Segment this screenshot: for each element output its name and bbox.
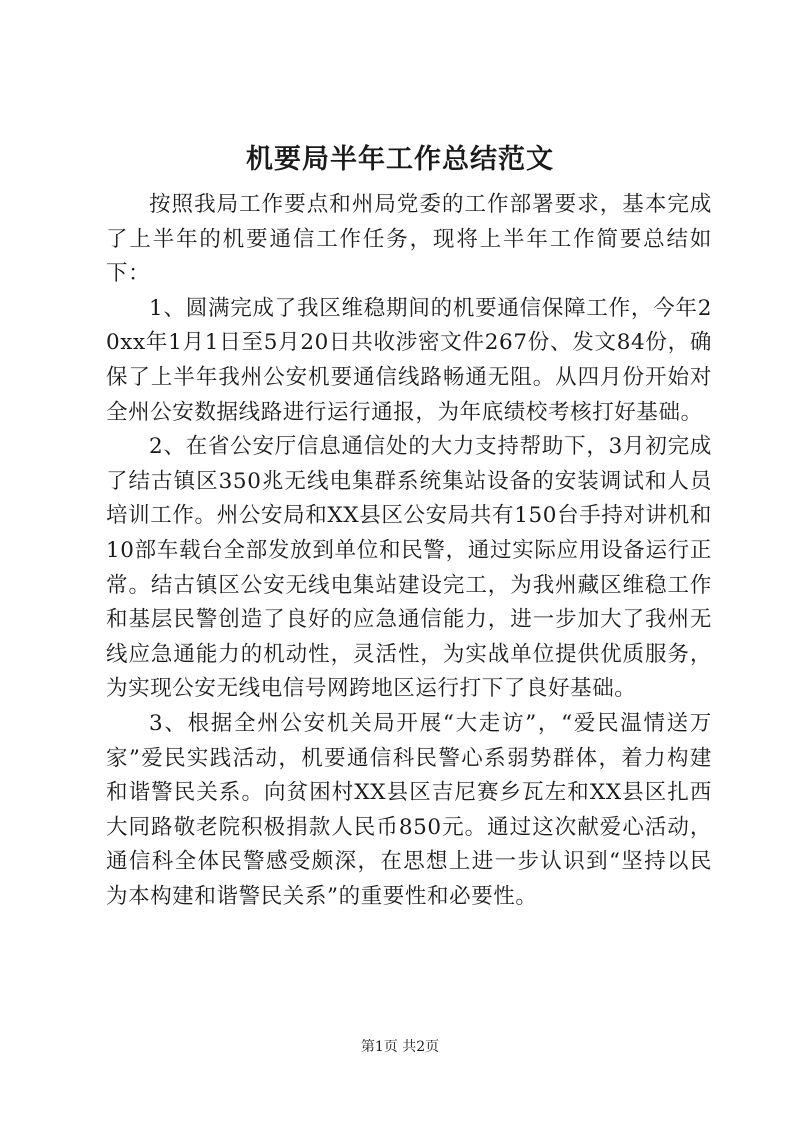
paragraph-item-3: 3、根据全州公安机关局开展“大走访”，“爱民温情送万家”爱民实践活动，机要通信科民警心系弱势群体，着力构建和谐警民关系。向贫困村XX县区吉尼赛乡瓦左和XX县区扎西大同路敬老院积极捐款人民币850元。通过这次献爱心活动，通信科全体民警感受颇深，在思想上进一步认识到“坚持以民为本构建和谐警民关系”的重要性和必要性。 — [106, 710, 712, 909]
paragraph-intro: 按照我局工作要点和州局党委的工作部署要求，基本完成了上半年的机要通信工作任务，现将上半年工作简要总结如下： — [106, 192, 712, 287]
paragraph-item-1: 1、圆满完成了我区维稳期间的机要通信保障工作，今年20xx年1月1日至5月20日共收涉密文件267份、发文84份，确保了上半年我州公安机要通信线路畅通无阻。从四月份开始对全州公安数据线路进行运行通报，为年底绩校考核打好基础。 — [106, 295, 712, 425]
page-number-label: 第1页 共2页 — [360, 1039, 440, 1055]
document-body — [106, 188, 712, 914]
page-footer — [0, 1037, 800, 1057]
document-title: 机要局半年工作总结范文 — [246, 144, 554, 175]
paragraph-item-2: 2、在省公安厅信息通信处的大力支持帮助下，3月初完成了结古镇区350兆无线电集群系统集站设备的安装调试和人员培训工作。州公安局和XX县区公安局共有150台手持对讲机和10部车载台全部发放到单位和民警，通过实际应用设备运行正常。结古镇区公安无线电集站建设完工，为我州藏区维稳工作和基层民警创造了良好的应急通信能力，进一步加大了我州无线应急通能力的机动性，灵活性，为实战单位提供优质服务，为实现公安无线电信号网跨地区运行打下了良好基础。 — [106, 434, 712, 702]
